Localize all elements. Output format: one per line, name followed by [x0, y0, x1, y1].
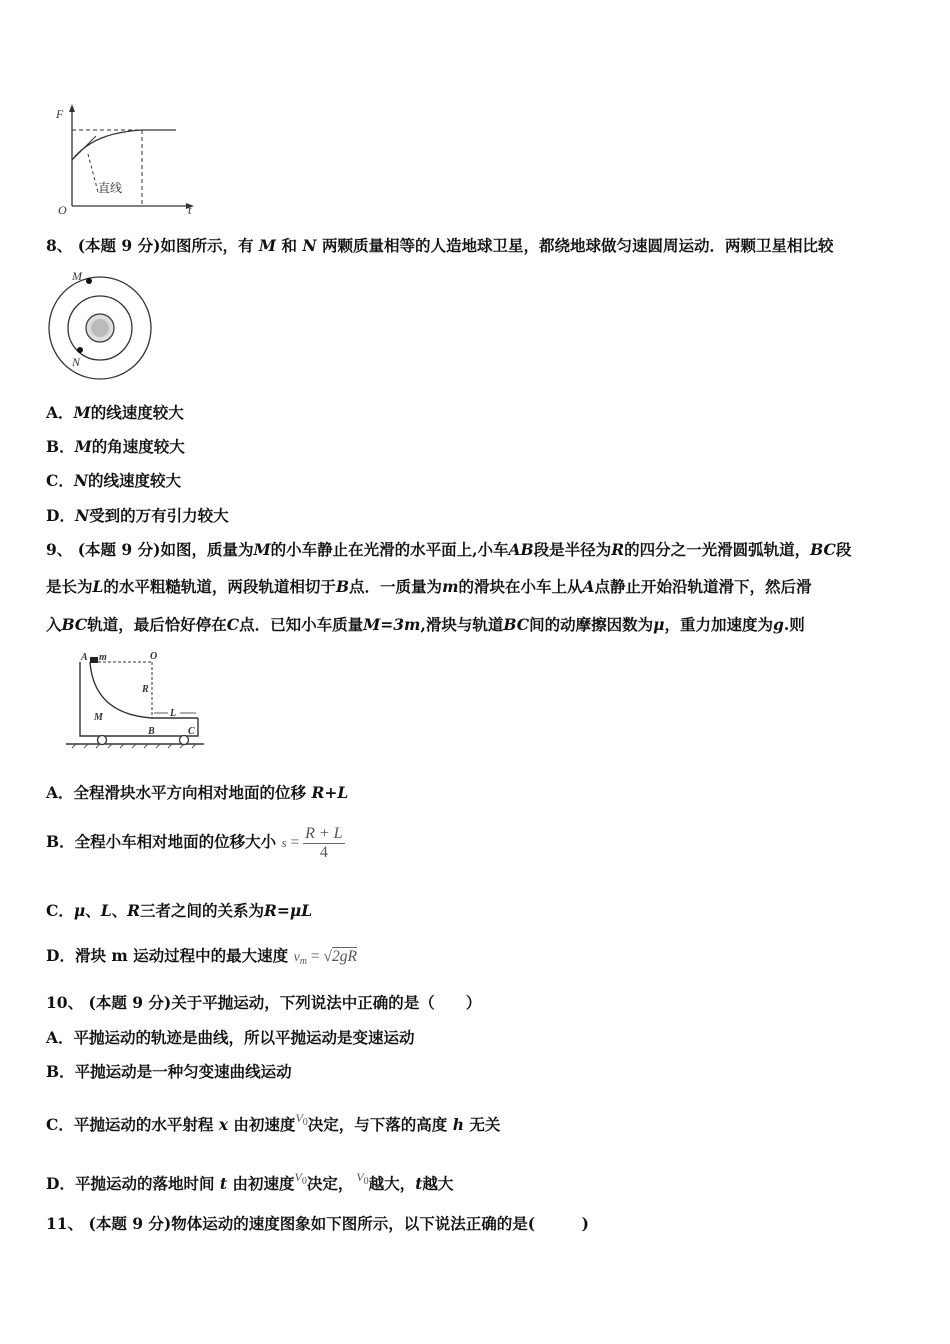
svg-text:R: R: [142, 684, 149, 695]
max-velocity-formula: $v_m = √2gR$: [293, 948, 357, 967]
q9-option-b[interactable]: B．全程小车相对地面的位移大小 s = $\frac{R + L}{4}$: [46, 824, 343, 861]
q10-option-c[interactable]: C．平抛运动的水平射程 x 由初速度$^{V_0}$决定，与下落的高度 h 无关: [46, 1111, 501, 1134]
q10-option-d[interactable]: D．平抛运动的落地时间 t 由初速度$^{V_0}$决定， $^{V_0}$越大，t越大: [46, 1170, 454, 1193]
q10-stem: 10、 (本题 9 分)关于平抛运动，下列说法中正确的是（ ）: [46, 993, 482, 1012]
force-time-graph: [50, 100, 210, 220]
svg-text:M: M: [94, 712, 103, 723]
displacement-formula: s = $\frac{R + L}{4}$: [281, 824, 343, 861]
q9-option-a[interactable]: A．全程滑块水平方向相对地面的位移 R+L: [46, 783, 349, 802]
q9-stem-line3: 入BC轨道，最后恰好停在C点．已知小车质量M=3m,滑块与轨道BC间的动摩擦因数为μ，重力加速度为g.则: [46, 615, 805, 634]
svg-text:C: C: [188, 726, 195, 737]
q9-stem-line2: 是长为L的水平粗糙轨道，两段轨道相切于B点．一质量为m的滑块在小车上从A点静止开始沿轨道滑下，然后滑: [46, 577, 812, 596]
svg-text:A: A: [81, 652, 88, 663]
satellite-m-label: M: [72, 269, 82, 283]
q9-number: 9、: [46, 540, 73, 559]
q8-option-a[interactable]: A．M的线速度较大: [46, 403, 184, 422]
q8-stem: 8、 (本题 9 分)如图所示，有 M 和 N 两颗质量相等的人造地球卫星，都绕地球做匀速圆周运动．两颗卫星相比较: [46, 236, 834, 255]
q10-option-b[interactable]: B．平抛运动是一种匀变速曲线运动: [46, 1062, 292, 1081]
q9-option-d[interactable]: D．滑块 m 运动过程中的最大速度 $v_m = √2gR$: [46, 946, 357, 967]
svg-text:O: O: [150, 651, 158, 662]
q8-option-b[interactable]: B．M的角速度较大: [46, 437, 185, 456]
svg-text:m: m: [99, 652, 107, 663]
satellite-n-label: N: [72, 355, 81, 369]
q9-option-c[interactable]: C．μ、L、R三者之间的关系为R=μL: [46, 901, 313, 920]
q8-option-d[interactable]: D．N受到的万有引力较大: [46, 506, 229, 525]
satellite-orbit-figure: [44, 268, 158, 384]
q11-number: 11、: [46, 1214, 84, 1233]
origin-label: O: [58, 203, 67, 217]
axis-label-t: t: [188, 203, 192, 217]
q11-stem: 11、 (本题 9 分)物体运动的速度图象如下图所示，以下说法正确的是( ): [46, 1214, 589, 1233]
svg-text:B: B: [148, 726, 155, 737]
q8-option-c[interactable]: C．N的线速度较大: [46, 471, 182, 490]
line-annotation: 直线: [98, 181, 123, 195]
q10-number: 10、: [46, 993, 84, 1012]
cart-track-figure: [64, 648, 212, 754]
svg-text:L: L: [170, 708, 177, 719]
q8-number: 8、: [46, 236, 73, 255]
axis-label-f: F: [56, 107, 64, 121]
q9-stem-line1: 9、 (本题 9 分)如图，质量为M的小车静止在光滑的水平面上,小车AB段是半径为R的四分之一光滑圆弧轨道，BC段: [46, 540, 852, 559]
q10-option-a[interactable]: A．平抛运动的轨迹是曲线，所以平抛运动是变速运动: [46, 1028, 415, 1047]
